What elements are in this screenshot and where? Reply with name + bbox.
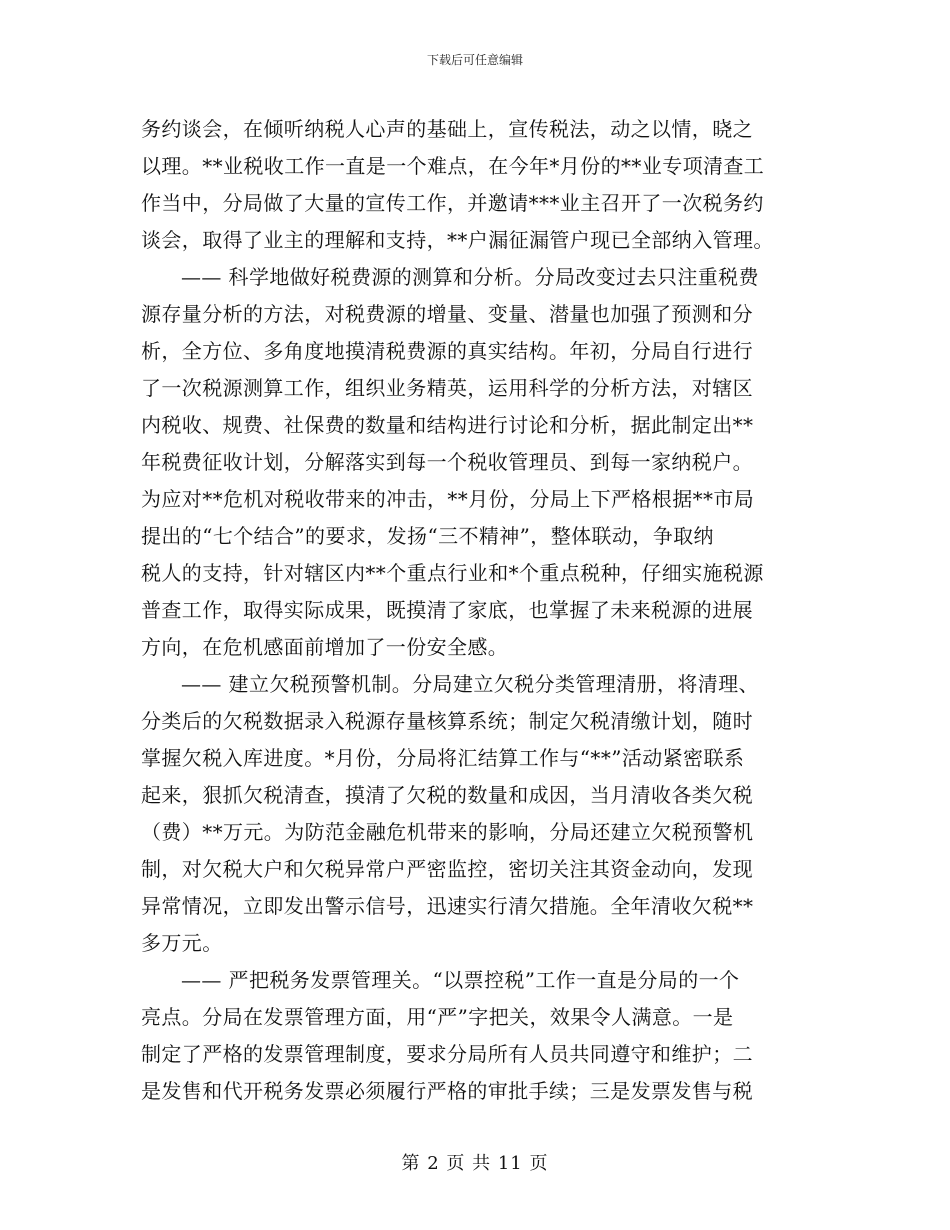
text-line: 是发售和代开税务发票必须履行严格的审批手续；三是发票发售与税 [141,1079,753,1103]
text-line: 为应对**危机对税收带来的冲击，**月份，分局上下严格根据**市局 [141,487,755,511]
text-line: 分类后的欠税数据录入税源存量核算系统；制定欠税清缴计划，随时 [141,709,753,733]
text-line: 制，对欠税大户和欠税异常户严密监控，密切关注其资金动向，发现 [141,857,753,881]
text-line: 年税费征收计划，分解落实到每一个税收管理员、到每一家纳税户。 [141,450,753,474]
text-line: 异常情况，立即发出警示信号，迅速实行清欠措施。全年清收欠税** [141,894,754,918]
text-line: 以理。**业税收工作一直是一个难点，在今年*月份的**业专项清查工 [141,154,765,178]
text-line: 亮点。分局在发票管理方面，用“严”字把关，效果令人满意。一是 [141,1005,734,1029]
text-line: 税人的支持，针对辖区内**个重点行业和*个重点税种，仔细实施税源 [141,561,764,585]
text-line: 作当中，分局做了大量的宣传工作，并邀请***业主召开了一次税务约 [141,191,764,215]
paragraph-start-line: —— 建立欠税预警机制。分局建立欠税分类管理清册，将清理、 [181,672,759,696]
page-number-footer: 第 2 页 共 11 页 [401,1153,549,1174]
text-line: （费）**万元。为防范金融危机带来的影响，分局还建立欠税预警机 [141,820,754,844]
paragraph-start-line: —— 科学地做好税费源的测算和分析。分局改变过去只注重税费 [181,265,759,289]
text-line: 内税收、规费、社保费的数量和结构进行讨论和分析，据此制定出** [141,413,754,437]
page-header: 下载后可任意编辑 [426,53,523,67]
text-line: 制定了严格的发票管理制度，要求分局所有人员共同遵守和维护；二 [141,1042,753,1066]
text-line: 提出的“七个结合”的要求，发扬“三不精神”，整体联动，争取纳 [141,524,714,548]
text-line: 起来，狠抓欠税清查，摸清了欠税的数量和成因，当月清收各类欠税 [141,783,753,807]
paragraph-start-line: —— 严把税务发票管理关。“以票控税”工作一直是分局的一个 [181,968,740,992]
text-line: 掌握欠税入库进度。*月份，分局将汇结算工作与“**”活动紧密联系 [141,746,745,770]
text-line: 普查工作，取得实际成果，既摸清了家底，也掌握了未来税源的进展 [141,598,753,622]
text-line: 谈会，取得了业主的理解和支持，**户漏征漏管户现已全部纳入管理。 [141,228,774,252]
text-line: 务约谈会，在倾听纳税人心声的基础上，宣传税法，动之以情，晓之 [141,117,753,141]
text-line: 源存量分析的方法，对税费源的增量、变量、潜量也加强了预测和分 [141,302,753,326]
text-line: 析，全方位、多角度地摸清税费源的真实结构。年初，分局自行进行 [141,339,753,363]
text-line: 了一次税源测算工作，组织业务精英，运用科学的分析方法，对辖区 [141,376,753,400]
text-line: 多万元。 [141,931,223,955]
document-body [141,111,801,1110]
text-line: 方向，在危机感面前增加了一份安全感。 [141,635,509,659]
